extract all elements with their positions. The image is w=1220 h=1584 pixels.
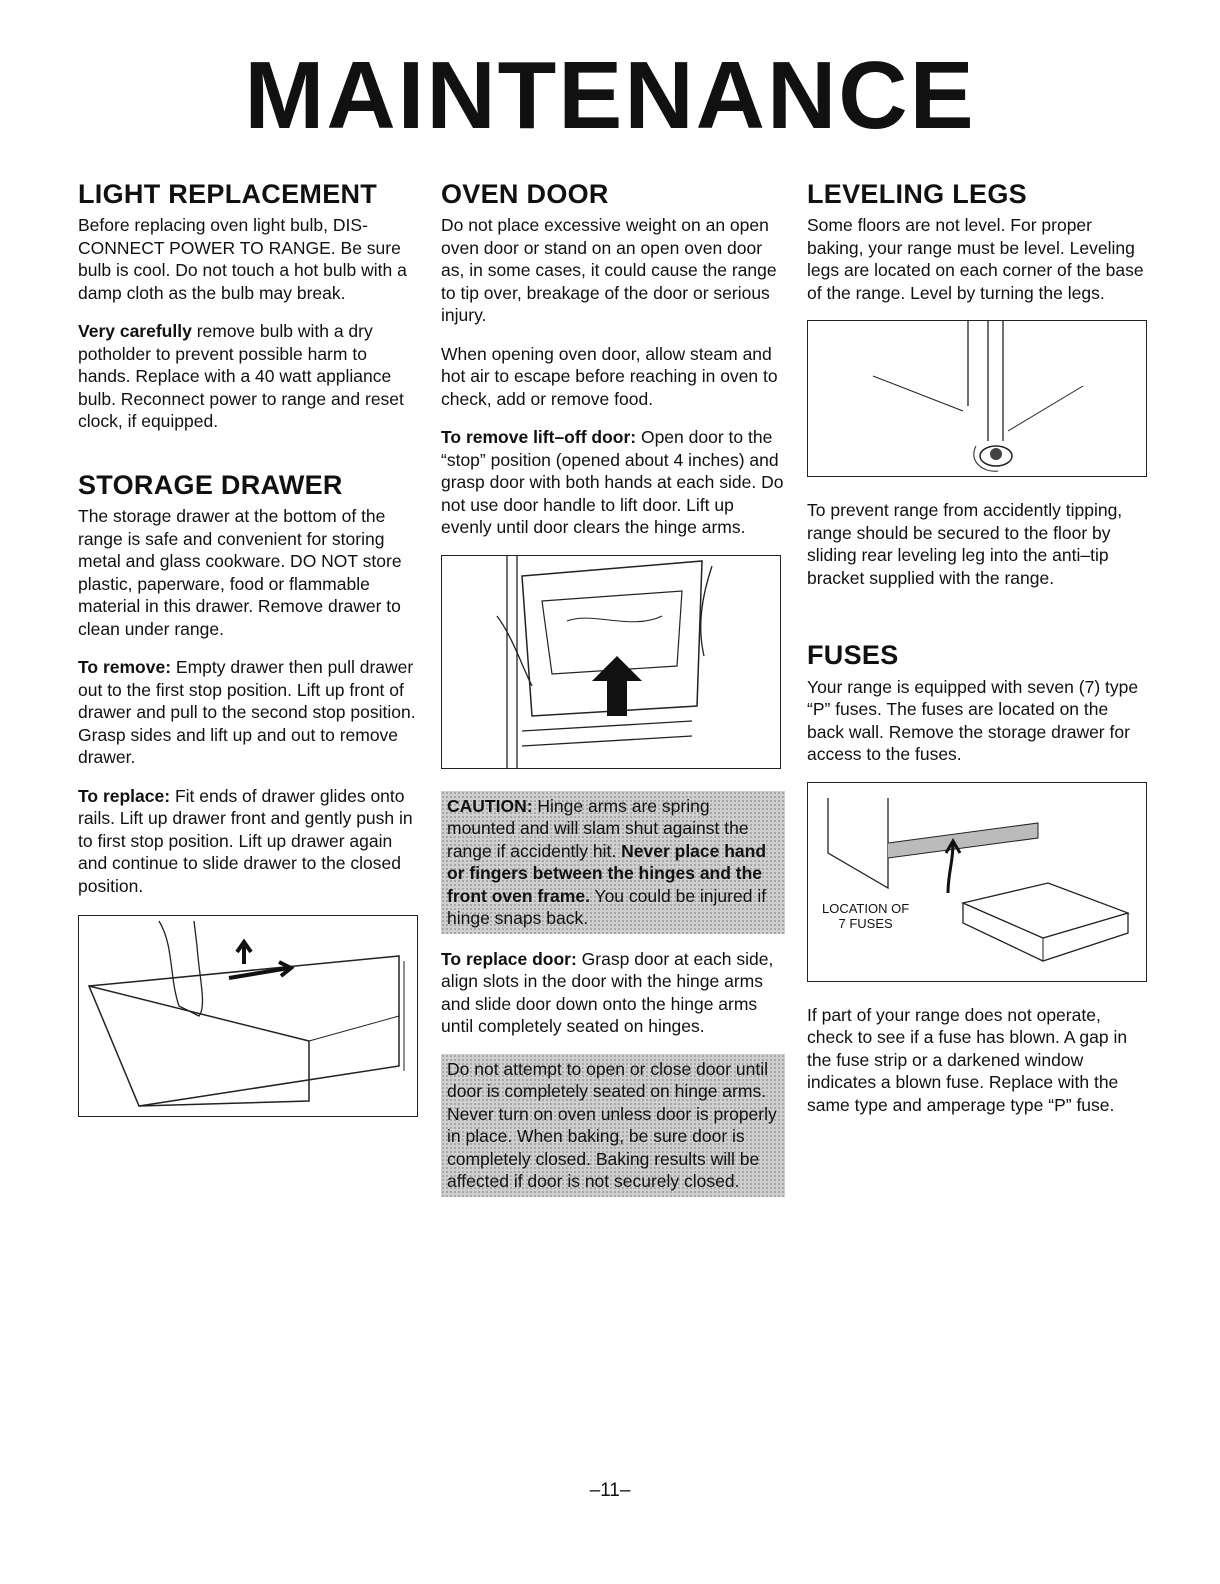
body-text: Empty drawer then pull drawer out to the first stop position. Lift up front of drawer and pull to the second stop position. Grasp sides and lift up and out to remove drawer.: [78, 657, 416, 768]
storage-drawer-remove: [78, 656, 418, 769]
blown-fuse-paragraph: If part of your range does not operate, check to see if a fuse has blown. A gap in the fuse strip or a darkened window indicates a blown fuse. Replace with the same type and amperage type “P” fuse.: [807, 1004, 1128, 1115]
lift-off-door-drawing: [442, 556, 780, 768]
fuse-location-illustration: [807, 782, 1147, 982]
body-text: You could be injured if hinge snaps back.: [447, 885, 767, 929]
lead-text: To remove:: [78, 657, 172, 678]
body-text: Hinge arms are spring mounted and will slam shut against the range if accidently hit.: [447, 795, 749, 861]
storage-drawer-paragraph: The storage drawer at the bottom of the range is safe and convenient for storing metal and glass cookware. DO NOT store plastic, paperware, food or flammable material in this drawer. Remove drawer to clean under range.: [78, 506, 402, 639]
caution-label: CAUTION:: [447, 795, 533, 816]
lead-text: To remove lift–off door:: [441, 427, 637, 448]
drawer-illustration: [78, 915, 418, 1117]
oven-door-illustration: [441, 555, 781, 769]
warning-text: Do not attempt to open or close door until door is completely seated on hinge arms. Never turn on oven unless door is properly in place. When baking, be sure door is completely closed. Baking results will be affected if door is not securely closed.: [447, 1058, 777, 1192]
leveling-legs-heading: LEVELING LEGS: [807, 179, 1027, 209]
storage-drawer-replace: [78, 785, 418, 898]
oven-door-paragraph: Do not place excessive weight on an open oven door or stand on an open oven door as, in some cases, it could cause the range to tip over, breakage of the door or serious injury.: [441, 215, 777, 326]
column-right: [807, 180, 1149, 1132]
body-text: Fit ends of drawer glides onto rails. Lift up drawer front and gently push in to first stop position. Lift up drawer again and continue to slide drawer to the closed position.: [78, 785, 413, 896]
caution-box: [441, 791, 785, 934]
oven-door-replace: [441, 948, 785, 1038]
drawer-removal-drawing: [79, 916, 417, 1116]
leveling-leg-illustration: [807, 320, 1147, 477]
body-text: Grasp door at each side, align slots in the door with the hinge arms and slide door down onto the hinge arms until completely seated on hinges.: [441, 948, 774, 1037]
light-replacement-heading: LIGHT REPLACEMENT: [78, 179, 378, 209]
warning-box: [441, 1054, 785, 1197]
light-replacement-paragraph: Before replacing oven light bulb, DISCONNECT POWER TO RANGE. Be sure bulb is cool. Do not touch a hot bulb with a damp cloth as the bulb may break.: [78, 215, 407, 303]
fuse-drawing: [808, 783, 1146, 981]
column-left: [78, 180, 418, 1139]
oven-door-steam-note: When opening oven door, allow steam and hot air to escape before reaching in oven to check, add or remove food.: [441, 343, 778, 409]
body-text: Open door to the “stop” position (opened about 4 inches) and grasp door with both hands at each side. Do not use door handle to lift door. Lift up evenly until door clears the hinge arms.: [441, 427, 784, 538]
label-line: 7 FUSES: [838, 915, 893, 931]
label-line: LOCATION OF: [822, 900, 910, 916]
oven-door-remove: [441, 426, 785, 539]
fuses-paragraph: Your range is equipped with seven (7) type “P” fuses. The fuses are located on the back wall. Remove the storage drawer for access to the fuses.: [807, 676, 1139, 765]
oven-door-heading: OVEN DOOR: [441, 179, 609, 209]
lead-text: To replace door:: [441, 948, 577, 969]
anti-tip-paragraph: To prevent range from accidently tipping, range should be secured to the floor by sliding rear leveling leg into the anti–tip bracket supplied with the range.: [807, 500, 1123, 588]
fuse-location-label: [822, 901, 909, 931]
caution-text: [447, 795, 779, 930]
storage-drawer-heading: STORAGE DRAWER: [78, 469, 343, 500]
body-text: remove bulb with a dry potholder to prevent possible harm to hands. Replace with a 40 watt appliance bulb. Reconnect power to range and reset clock, if equipped.: [78, 321, 404, 432]
lead-text: Very carefully: [78, 321, 192, 342]
lead-text: To replace:: [78, 785, 171, 806]
page-title: MAINTENANCE: [244, 42, 976, 149]
leveling-legs-paragraph: Some floors are not level. For proper baking, your range must be level. Leveling legs are located on each corner of the base of the range. Level by turning the legs.: [807, 215, 1144, 303]
caution-bold: Never place hand or fingers between the hinges and the front oven frame.: [447, 840, 767, 906]
fuses-heading: FUSES: [807, 640, 899, 671]
column-middle: [441, 180, 785, 1211]
light-replacement-instructions: [78, 320, 418, 433]
leveling-leg-drawing: [808, 321, 1146, 476]
page-number: –11–: [589, 1480, 631, 1501]
